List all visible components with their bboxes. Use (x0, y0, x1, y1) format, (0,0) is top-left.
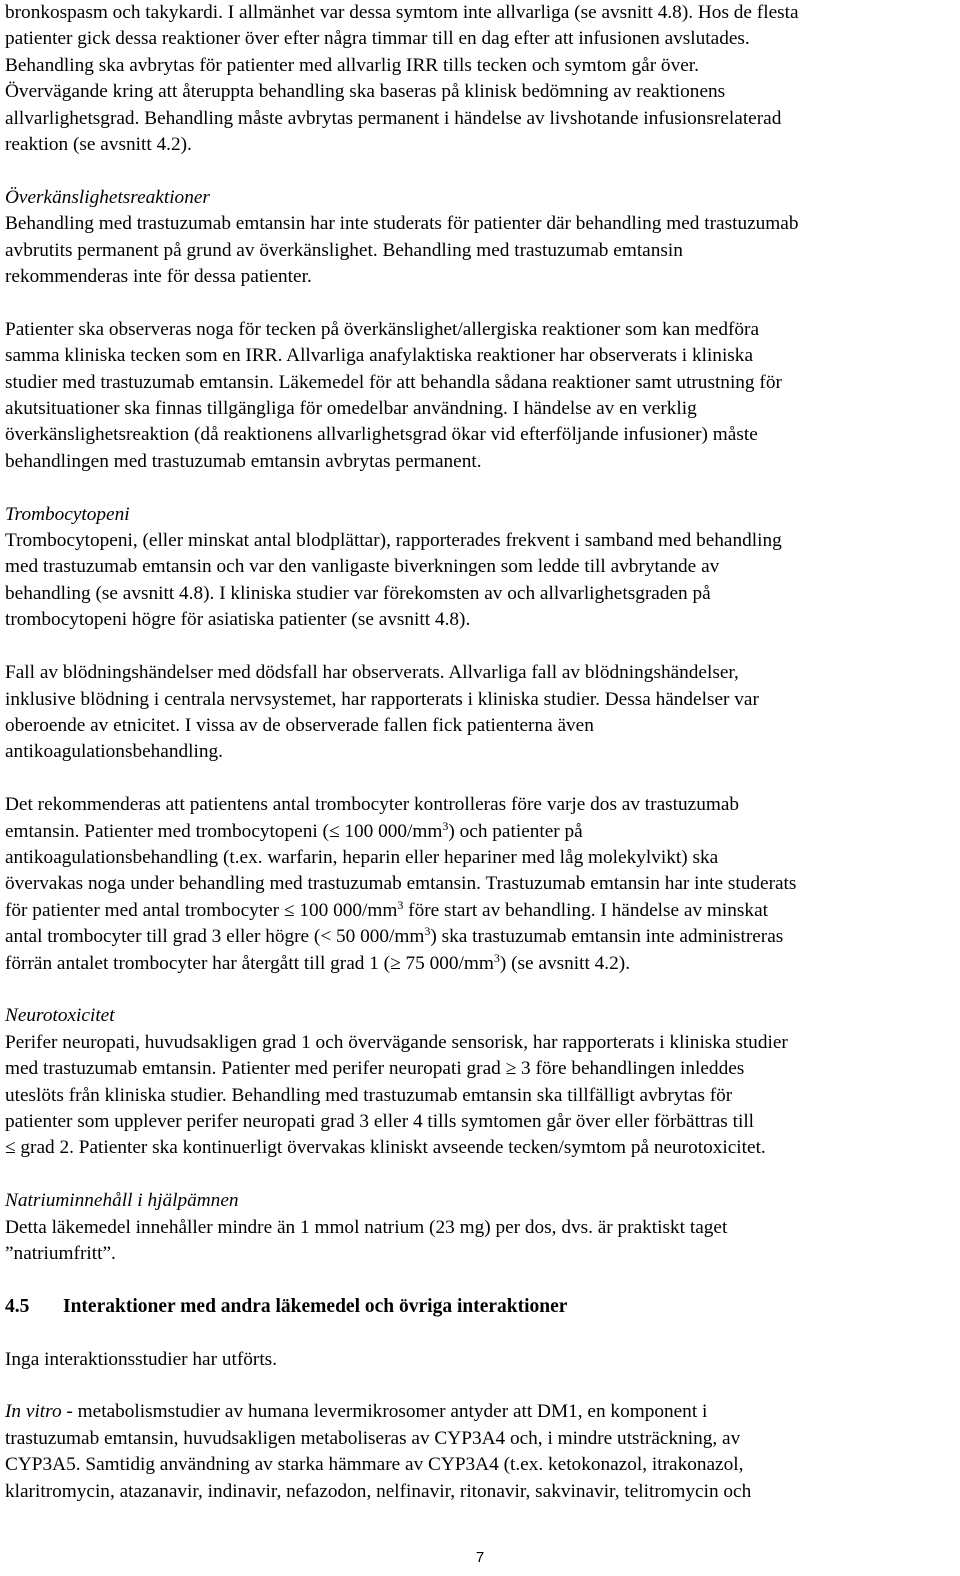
text-line: - metabolismstudier av humana levermikrosomer antyder att DM1, en komponent i (61, 1401, 708, 1423)
text-line: antikoagulationsbehandling (t.ex. warfarin, heparin eller hepariner med låg molekylvikt) ska (5, 846, 719, 868)
text-line: trastuzumab emtansin, huvudsakligen metaboliseras av CYP3A4 och, i mindre utsträckning, av (5, 1427, 741, 1449)
text-line: Fall av blödningshändelser med dödsfall har observerats. Allvarliga fall av blödningshändelser, (5, 662, 739, 684)
subheading-hypersensitivity: Överkänslighetsreaktioner (5, 186, 210, 208)
page-number: 7 (475, 1549, 485, 1566)
text-line: CYP3A5. Samtidig användning av starka hämmare av CYP3A4 (t.ex. ketokonazol, itrakonazol, (5, 1454, 744, 1476)
text-line: ) (se avsnitt 4.2). (499, 952, 631, 974)
subheading-sodium: Natriuminnehåll i hjälpämnen (5, 1190, 239, 1212)
text-line: ≤ grad 2. Patienter ska kontinuerligt övervakas kliniskt avseende tecken/symtom på neurotoxicitet. (5, 1137, 766, 1159)
section-title: Interaktioner med andra läkemedel och övriga interaktioner (63, 1295, 568, 1317)
text-line: Detta läkemedel innehåller mindre än 1 mmol natrium (23 mg) per dos, dvs. är praktiskt taget (5, 1216, 728, 1238)
text-line: övervakas noga under behandling med trastuzumab emtansin. Trastuzumab emtansin har inte studerats (5, 873, 797, 895)
text-line: antal trombocyter till grad 3 eller högre (< 50 000/mm (5, 926, 425, 948)
text-line: ) och patienter på (448, 820, 583, 842)
paragraph-platelet-monitoring (5, 792, 957, 977)
text-line: med trastuzumab emtansin. Patienter med perifer neuropati grad ≥ 3 före behandlingen inleddes (5, 1058, 745, 1080)
paragraph-in-vitro (5, 1399, 957, 1505)
subheading-neurotoxicity: Neurotoxicitet (5, 1005, 115, 1027)
text-line: akutsituationer ska finnas tillgängliga för omedelbar användning. I händelse av en verklig (5, 398, 697, 420)
superscript: 3 (397, 897, 404, 912)
paragraph-bleeding (5, 660, 957, 766)
text-line: inklusive blödning i centrala nervsystemet, har rapporterats i kliniska studier. Dessa händelser var (5, 688, 759, 710)
section-number: 4.5 (5, 1295, 30, 1317)
text-line: Inga interaktionsstudier har utförts. (5, 1348, 278, 1370)
text-line: överkänslighetsreaktion (då reaktionens allvarlighetsgrad ökar vid efterföljande infusioner) måste (5, 424, 758, 446)
text-line: Perifer neuropati, huvudsakligen grad 1 och övervägande sensorisk, har rapporterats i kliniska studier (5, 1031, 788, 1053)
text-line: Övervägande kring att återuppta behandling ska baseras på klinisk bedömning av reaktionens (5, 81, 726, 103)
text-line: reaktion (se avsnitt 4.2). (5, 134, 192, 156)
paragraph-allergic-reactions (5, 317, 957, 475)
paragraph-no-studies (5, 1347, 957, 1373)
text-line: ”natriumfritt”. (5, 1242, 116, 1264)
text-line: med trastuzumab emtansin och var den vanligaste biverkningen som ledde till avbrytande av (5, 556, 720, 578)
superscript: 3 (493, 950, 500, 965)
text-line: behandling (se avsnitt 4.8). I kliniska studier var förekomsten av och allvarlighetsgraden på (5, 582, 711, 604)
paragraph-thrombocytopenia (5, 502, 957, 634)
text-line: oberoende av etnicitet. I vissa av de observerade fallen fick patienterna även (5, 714, 594, 736)
text-line: Patienter ska observeras noga för tecken på överkänslighet/allergiska reaktioner som kan medföra (5, 318, 760, 340)
text-line: för patienter med antal trombocyter ≤ 100 000/mm (5, 899, 398, 921)
section-heading-4-5 (5, 1294, 957, 1320)
text-line: allvarlighetsgrad. Behandling måste avbrytas permanent i händelse av livshotande infusionsrelaterad (5, 107, 782, 129)
text-line: Det rekommenderas att patientens antal trombocyter kontrolleras före varje dos av trastuzumab (5, 794, 740, 816)
text-line: patienter gick dessa reaktioner över efter några timmar till en dag efter att infusionen avslutades. (5, 28, 750, 50)
text-line: trombocytopeni högre för asiatiska patienter (se avsnitt 4.8). (5, 609, 471, 631)
text-line: studier med trastuzumab emtansin. Läkemedel för att behandla sådana reaktioner samt utrustning för (5, 371, 782, 393)
paragraph-neurotoxicity (5, 1003, 957, 1161)
in-vitro-term: In vitro (5, 1401, 62, 1423)
text-line: avbrutits permanent på grund av överkänslighet. Behandling med trastuzumab emtansin (5, 239, 683, 261)
text-line: emtansin. Patienter med trombocytopeni (≤ 100 000/mm (5, 820, 443, 842)
superscript: 3 (442, 818, 449, 833)
text-line: Trombocytopeni, (eller minskat antal blodplättar), rapporterades frekvent i samband med behandling (5, 530, 782, 552)
document-page (5, 0, 957, 1505)
text-line: rekommenderas inte för dessa patienter. (5, 266, 312, 288)
text-line: Behandling med trastuzumab emtansin har inte studerats för patienter där behandling med trastuzumab (5, 213, 799, 235)
superscript: 3 (424, 924, 431, 939)
paragraph-irr (5, 0, 957, 158)
text-line: ) ska trastuzumab emtansin inte administreras (430, 926, 784, 948)
text-line: förrän antalet trombocyter har återgått till grad 1 (≥ 75 000/mm (5, 952, 494, 974)
text-line: bronkospasm och takykardi. I allmänhet var dessa symtom inte allvarliga (se avsnitt 4.8). Hos de flesta (5, 2, 799, 23)
text-line: före start av behandling. I händelse av minskat (403, 899, 768, 921)
subheading-thrombocytopenia: Trombocytopeni (5, 503, 130, 525)
text-line: antikoagulationsbehandling. (5, 741, 223, 763)
paragraph-hypersensitivity (5, 185, 957, 291)
text-line: Behandling ska avbrytas för patienter med allvarlig IRR tills tecken och symtom går över. (5, 54, 699, 76)
text-line: samma kliniska tecken som en IRR. Allvarliga anafylaktiska reaktioner har observerats i kliniska (5, 345, 754, 367)
text-line: patienter som upplever perifer neuropati grad 3 eller 4 tills symtomen går över eller förbättras till (5, 1110, 755, 1132)
text-line: behandlingen med trastuzumab emtansin avbrytas permanent. (5, 450, 482, 472)
text-line: uteslöts från kliniska studier. Behandling med trastuzumab emtansin ska tillfälligt avbrytas för (5, 1084, 733, 1106)
text-line: klaritromycin, atazanavir, indinavir, nefazodon, nelfinavir, ritonavir, sakvinavir, telitromycin och (5, 1480, 752, 1502)
paragraph-sodium (5, 1188, 957, 1267)
